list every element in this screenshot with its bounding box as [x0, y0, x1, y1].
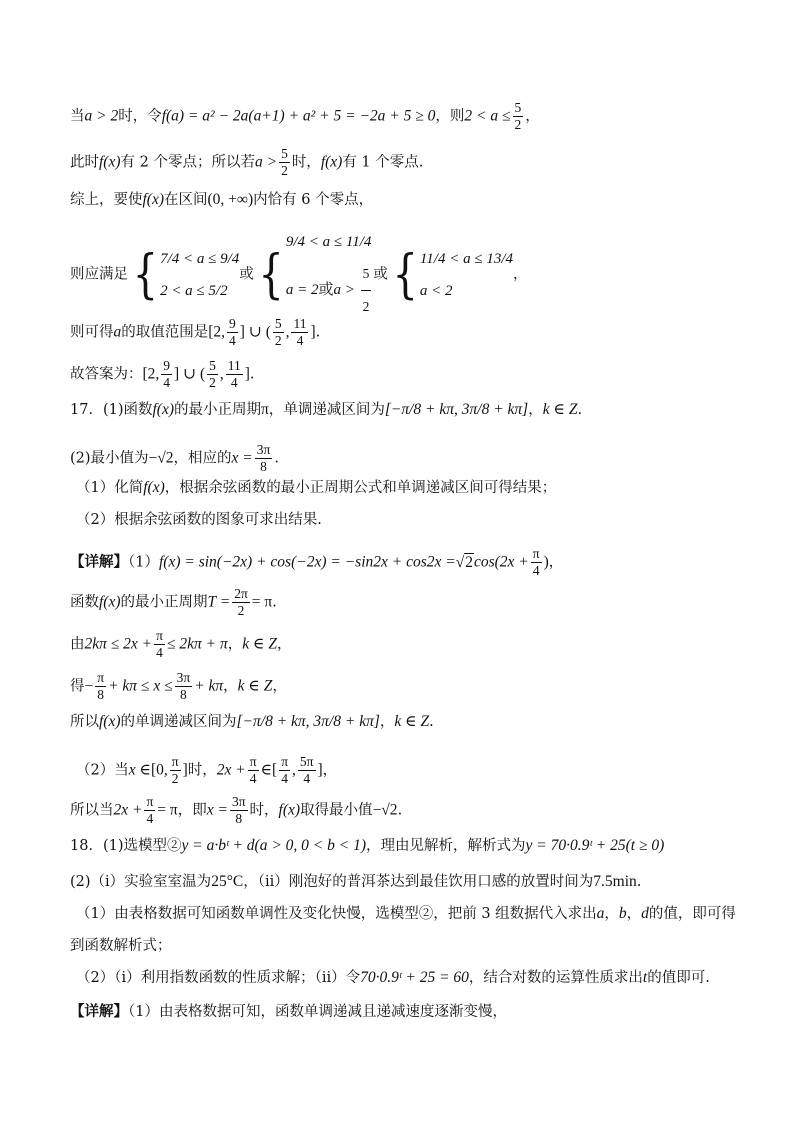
text-line: 当a > 2时，令f(a) = a² − 2a(a+1) + a² + 5 = −2a + 5 ≥ 0，则2 < a ≤ $\frac{5}{2}$ ， [70, 100, 540, 132]
text-line: 则可得a的取值范围是[2, $\frac{9}{4}$ ] ∪ ( $\frac{5}{2}$ , $\frac{11}{4}$ ]. [70, 316, 321, 348]
math-inline: [−π/8 + kπ, 3π/8 + kπ] [384, 401, 529, 418]
text-line: 函数f(x)的最小正周期T = $\frac{2\pi}{2}$ = π. [70, 586, 277, 618]
text-line: 此时f(x)有 2 个零点；所以若a > $\frac{5}{2}$ 时，f(x)有 1 个零点. [70, 146, 424, 178]
text-line: （2）当x ∈[0, $\frac{\pi}{2}$ ]时，2x + $\frac{\pi}{4}$ ∈[ $\frac{\pi}{4}$ , $\frac{5\pi}{4}$ ]， [76, 754, 338, 786]
text-line: 故答案为：[2, $\frac{9}{4}$ ] ∪ ( $\frac{5}{2}$ , $\frac{11}{4}$ ]. [70, 358, 255, 390]
fraction: $\frac{5}{2}$ [281, 146, 288, 178]
text-line: 【详解】（1）f(x) = sin(−2x) + cos(−2x) = −sin2x + cos2x =√2cos(2x + $\frac{\pi}{4}$ )， [70, 546, 564, 578]
text-line: 【详解】（1）由表格数据可知，函数单调递减且递减速度逐渐变慢， [70, 1003, 507, 1020]
text-line: 则应满足 { 7/4 < a ≤ 9/4 2 < a ≤ 5/2 或 { 9/4 < a ≤ 11/4 a = 2或a > $\frac{5}{2}$ 或 { 11/4 < a ≤ 13/4 a < 2 ， [70, 226, 527, 323]
math-inline: a > 2 [84, 107, 119, 125]
text-line: (2)（i）实验室室温为25°C，（ii）刚泡好的普洱茶达到最佳饮用口感的放置时间为7.5min. [70, 873, 642, 890]
text-line: 所以当2x + $\frac{\pi}{4}$ = π，即x = $\frac{3\pi}{8}$ 时，f(x)取得最小值−√2. [70, 794, 403, 826]
text-line: 到函数解析式； [70, 938, 172, 954]
text-line: 18．(1)选模型②y = a·bᵗ + d(a > 0, 0 < b < 1)，理由见解析，解析式为y = 70·0.9ᵗ + 25(t ≥ 0) [70, 837, 665, 854]
text-line: （1）由表格数据可知函数单调性及变化快慢，选模型②，把前 3 组数据代入求出a，b，d的值，即可得 [76, 905, 736, 922]
text-line: 所以f(x)的单调递减区间为[−π/8 + kπ, 3π/8 + kπ]，k ∈ Z. [70, 713, 434, 730]
text-line: 综上，要使f(x)在区间(0, +∞)内恰有 6 个零点， [70, 191, 374, 208]
inequality-system: { 11/4 < a ≤ 13/4 a < 2 [392, 244, 513, 305]
text-line: (2)最小值为−√2，相应的x = $\frac{3\pi}{8}$ . [70, 442, 279, 474]
inequality-system: { 9/4 < a ≤ 11/4 a = 2或a > $\frac{5}{2}$ [258, 234, 372, 314]
math-inline: f(a) = a² − 2a(a+1) + a² + 5 = −2a + 5 ≥ 0 [161, 107, 436, 125]
section-label: 【详解】 [70, 1003, 128, 1020]
section-label: 【详解】 [70, 553, 128, 571]
text-line: （1）化简f(x)，根据余弦函数的最小正周期公式和单调递减区间可得结果； [76, 479, 557, 496]
text-line: 17．(1)函数f(x)的最小正周期π，单调递减区间为[−π/8 + kπ, 3π/8 + kπ]，k ∈ Z. [70, 401, 583, 418]
inequality-system: { 7/4 < a ≤ 9/4 2 < a ≤ 5/2 [132, 244, 240, 305]
text-line: （2）（i）利用指数函数的性质求解；（ii）令70·0.9ᵗ + 25 = 60，结合对数的运算性质求出t的值即可. [76, 969, 710, 986]
text-line: （2）根据余弦函数的图象可求出结果. [76, 512, 322, 528]
text-line: 由2kπ ≤ 2x + $\frac{\pi}{4}$ ≤ 2kπ + π，k ∈ Z， [70, 628, 292, 660]
text-line: 得− $\frac{\pi}{8}$ + kπ ≤ x ≤ $\frac{3\pi}{8}$ + kπ，k ∈ Z， [70, 670, 287, 702]
fraction: $\frac{5}{2}$ [514, 100, 522, 132]
math-inline: 2 < a ≤ [464, 107, 511, 125]
